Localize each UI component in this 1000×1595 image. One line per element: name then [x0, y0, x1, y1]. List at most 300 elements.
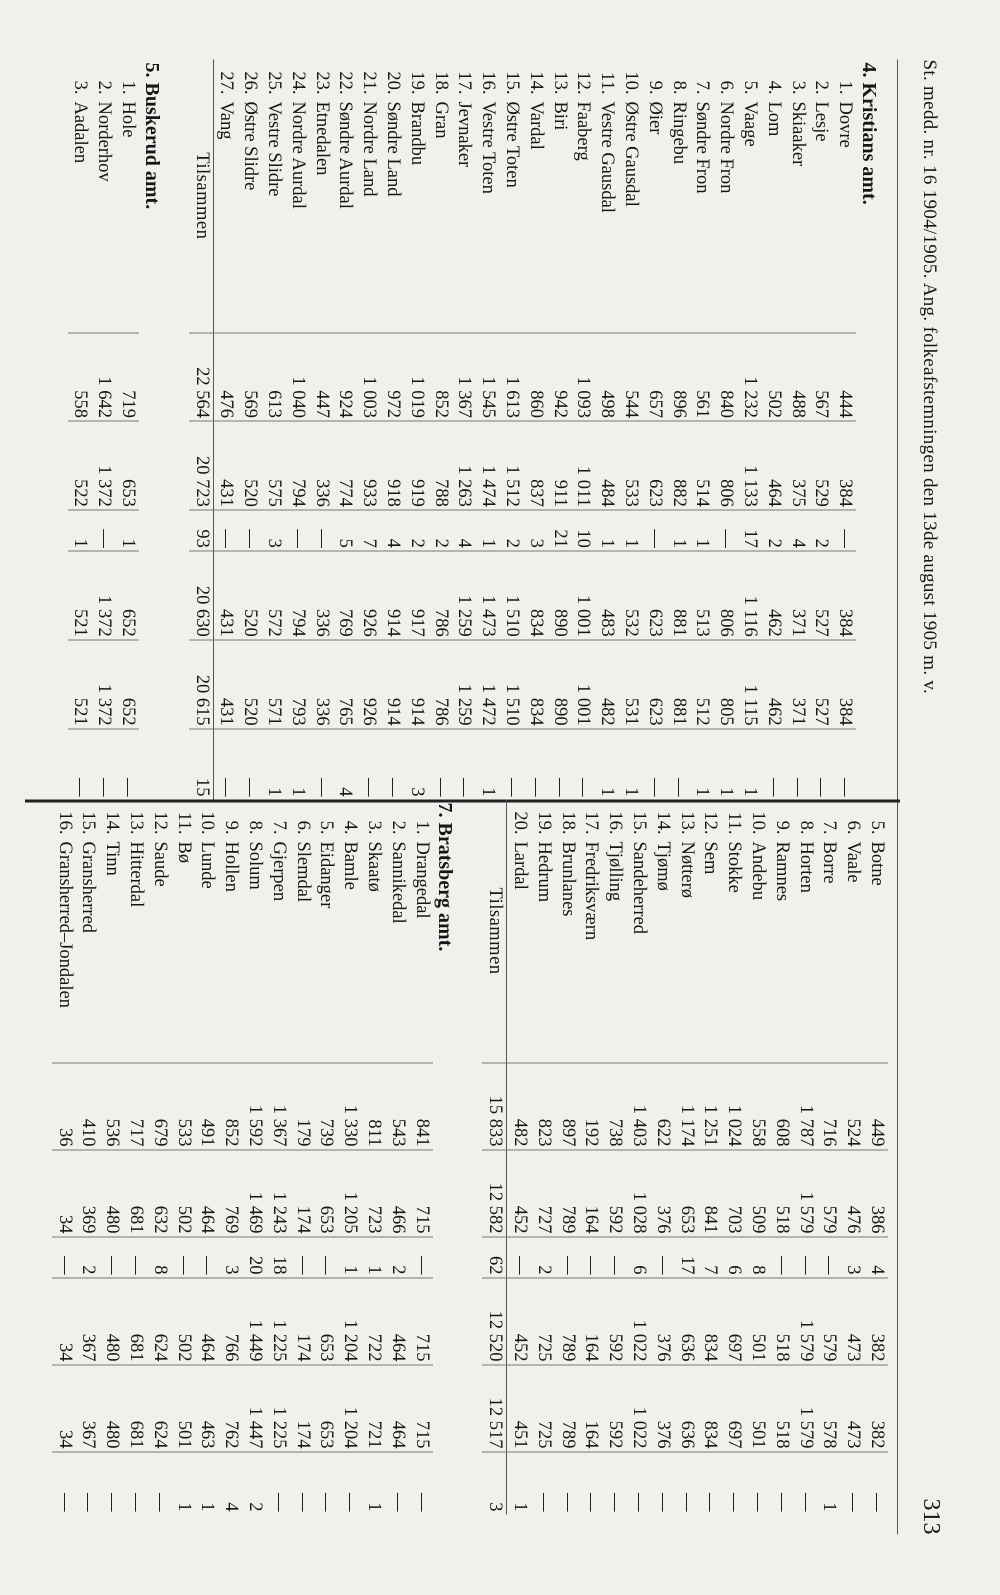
value-b: 1 243 [266, 1150, 290, 1237]
value-c: — [817, 1237, 841, 1278]
municipality-name: Gran [430, 101, 451, 139]
value-e: 34 [52, 1365, 76, 1452]
value-f: 1 [618, 729, 642, 799]
table-row [793, 800, 817, 1515]
value-a: 567 [809, 333, 833, 422]
value-d: 1 225 [266, 1278, 290, 1365]
value-a: 1 174 [674, 1063, 698, 1150]
value-a: 1 613 [499, 333, 523, 422]
value-e: 623 [642, 640, 666, 729]
municipality-name: Sem [700, 841, 721, 875]
table-row [242, 800, 266, 1515]
row-number: 12. [700, 811, 721, 835]
table-row [404, 60, 428, 800]
value-c: 2 [428, 510, 452, 551]
value-b: 681 [123, 1150, 147, 1237]
value-f: 1 [690, 729, 714, 799]
value-a: 719 [115, 333, 139, 422]
municipality-name: Vaage [740, 101, 761, 147]
value-e: 482 [594, 640, 618, 729]
value-a: 657 [642, 333, 666, 422]
value-b: 769 [218, 1150, 242, 1237]
row-number: 4. [340, 820, 361, 835]
total-f: 3 [482, 1452, 506, 1515]
value-e: 1 447 [242, 1365, 266, 1452]
value-a: 1 093 [571, 333, 595, 422]
spacer-row [171, 60, 189, 800]
right-table [52, 800, 888, 1515]
value-f: — [761, 729, 785, 799]
value-a: 558 [68, 333, 92, 422]
value-f: 1 [171, 1452, 195, 1515]
table-row [290, 800, 314, 1515]
table-row [314, 800, 338, 1515]
value-b: 452 [507, 1150, 531, 1237]
value-c: 3 [261, 510, 285, 551]
value-c: 1 [361, 1237, 385, 1278]
row-number: 8. [245, 820, 266, 835]
row-number: 26. [240, 71, 261, 95]
row-number: 16. [54, 811, 75, 835]
value-f: — [76, 1452, 100, 1515]
municipality-name: Ringebu [668, 101, 689, 165]
value-a: 1 545 [475, 333, 499, 422]
value-c: 8 [147, 1237, 171, 1278]
value-c: — [650, 1237, 674, 1278]
value-f: 1 [817, 1452, 841, 1515]
value-d: 881 [666, 551, 690, 640]
row-number: 19. [533, 811, 554, 835]
table-row [261, 60, 285, 800]
value-f: — [674, 1452, 698, 1515]
page-number: 313 [918, 1498, 944, 1535]
value-d: 592 [602, 1278, 626, 1365]
value-f: 1 [195, 1452, 219, 1515]
value-b: 1 205 [337, 1150, 361, 1237]
total-a: 22 564 [189, 333, 213, 422]
value-f: — [290, 1452, 314, 1515]
row-number: 5. [740, 80, 761, 95]
value-d: 518 [769, 1278, 793, 1365]
value-c: — [832, 510, 856, 551]
value-f: — [52, 1452, 76, 1515]
value-d: 1 259 [452, 551, 476, 640]
value-b: 703 [721, 1150, 745, 1237]
value-b: 653 [314, 1150, 338, 1237]
value-a: 608 [769, 1063, 793, 1150]
row-number: 20. [383, 71, 404, 95]
value-c: 4 [864, 1237, 888, 1278]
table-row [285, 60, 309, 800]
value-e: 384 [832, 640, 856, 729]
value-f: — [385, 1452, 409, 1515]
value-a: 1 403 [626, 1063, 650, 1150]
municipality-name: Norderhov [94, 101, 115, 182]
value-a: 739 [314, 1063, 338, 1150]
table-row [594, 60, 618, 800]
table-row [218, 800, 242, 1515]
value-d: 806 [713, 551, 737, 640]
value-b: 794 [285, 421, 309, 510]
section-title-row [433, 800, 465, 1515]
municipality-name: Søndre Aurdal [335, 101, 356, 209]
value-f: — [499, 729, 523, 799]
row-number: 3. [787, 80, 808, 95]
row-number: 14. [525, 71, 546, 95]
total-a: 15 833 [482, 1063, 506, 1150]
municipality-name: Drangedal [411, 841, 432, 919]
value-a: 924 [333, 333, 357, 422]
value-e: 914 [380, 640, 404, 729]
table-row [266, 800, 290, 1515]
value-f: — [337, 1452, 361, 1515]
spacer-row [464, 800, 482, 1515]
municipality-name: Dovre [835, 101, 856, 148]
municipality-name: Vaale [843, 841, 864, 883]
value-a: 491 [195, 1063, 219, 1150]
row-number: 24. [287, 71, 308, 95]
row-number: 21. [359, 71, 380, 95]
value-c: 20 [242, 1237, 266, 1278]
value-b: 1 028 [626, 1150, 650, 1237]
value-a: 524 [840, 1063, 864, 1150]
municipality-name: Østre Toten [502, 101, 523, 188]
municipality-name: Ramnes [771, 841, 792, 902]
value-e: 527 [809, 640, 833, 729]
value-e: 636 [674, 1365, 698, 1452]
value-c: — [713, 510, 737, 551]
row-number: 6. [843, 820, 864, 835]
municipality-name: Hollen [221, 841, 242, 892]
table-row [602, 800, 626, 1515]
value-b: 466 [385, 1150, 409, 1237]
value-c: 1 [594, 510, 618, 551]
municipality-name: Lom [763, 101, 784, 137]
value-c: 2 [809, 510, 833, 551]
value-e: 571 [261, 640, 285, 729]
value-d: 462 [761, 551, 785, 640]
total-row [482, 800, 506, 1515]
municipality-name: Saude [149, 841, 170, 887]
table-row [579, 800, 603, 1515]
value-b: 723 [361, 1150, 385, 1237]
value-d: 725 [531, 1278, 555, 1365]
value-d: 384 [832, 551, 856, 640]
table-row [817, 800, 841, 1515]
value-d: 1 022 [626, 1278, 650, 1365]
table-row [690, 60, 714, 800]
value-f: 4 [218, 1452, 242, 1515]
value-f: 2 [242, 1452, 266, 1515]
value-d: 174 [290, 1278, 314, 1365]
total-e: 20 615 [189, 640, 213, 729]
value-a: 811 [361, 1063, 385, 1150]
value-b: 632 [147, 1150, 171, 1237]
value-d: 926 [356, 551, 380, 640]
table-row [745, 800, 769, 1515]
value-f: — [626, 1452, 650, 1515]
table-row [452, 60, 476, 800]
value-f: — [531, 1452, 555, 1515]
value-e: 501 [745, 1365, 769, 1452]
table-row [785, 60, 809, 800]
value-b: 918 [380, 421, 404, 510]
value-b: 1 133 [737, 421, 761, 510]
municipality-name: Vestre Toten [478, 101, 499, 194]
value-c: — [195, 1237, 219, 1278]
value-d: 914 [380, 551, 404, 640]
value-c: — [285, 510, 309, 551]
value-d: 1 473 [475, 551, 499, 640]
table-row [809, 60, 833, 800]
value-b: 480 [100, 1150, 124, 1237]
value-a: 972 [380, 333, 404, 422]
row-number: 7. [268, 820, 289, 835]
municipality-name: Solum [245, 841, 266, 890]
value-f: — [769, 1452, 793, 1515]
row-number: 2. [94, 80, 115, 95]
table-row [626, 800, 650, 1515]
total-b: 20 723 [189, 421, 213, 510]
value-a: 1 040 [285, 333, 309, 422]
table-row [213, 60, 237, 800]
value-b: 1 263 [452, 421, 476, 510]
value-d: 336 [309, 551, 333, 640]
value-c: 7 [698, 1237, 722, 1278]
value-c: 7 [356, 510, 380, 551]
value-c: — [171, 1237, 195, 1278]
table-row [698, 800, 722, 1515]
value-c: — [602, 1237, 626, 1278]
value-b: 509 [745, 1150, 769, 1237]
value-b: 837 [523, 421, 547, 510]
municipality-name: Aadalen [70, 101, 91, 164]
table-row [642, 60, 666, 800]
municipality-name: Brunlanes [557, 841, 578, 917]
value-a: 502 [761, 333, 785, 422]
value-a: 498 [594, 333, 618, 422]
row-number: 16. [605, 811, 626, 835]
value-d: 1 579 [793, 1278, 817, 1365]
value-f: — [266, 1452, 290, 1515]
value-a: 622 [650, 1063, 674, 1150]
value-d: 367 [76, 1278, 100, 1365]
value-e: 431 [213, 640, 237, 729]
value-c: — [555, 1237, 579, 1278]
value-b: 592 [602, 1150, 626, 1237]
value-a: 36 [52, 1063, 76, 1150]
value-e: 834 [698, 1365, 722, 1452]
value-e: 805 [713, 640, 737, 729]
value-f: — [602, 1452, 626, 1515]
value-d: 532 [618, 551, 642, 640]
row-number: 25. [264, 71, 285, 95]
value-d: 473 [840, 1278, 864, 1365]
table-row [123, 800, 147, 1515]
value-c: — [237, 510, 261, 551]
value-b: 882 [666, 421, 690, 510]
value-a: 410 [76, 1063, 100, 1150]
table-row [76, 800, 100, 1515]
running-header [916, 60, 948, 1535]
value-e: 376 [650, 1365, 674, 1452]
value-a: 476 [213, 333, 237, 422]
value-b: 774 [333, 421, 357, 510]
value-f: — [68, 729, 92, 799]
header-rule [897, 60, 898, 1535]
value-d: 431 [213, 551, 237, 640]
row-number: 18. [557, 811, 578, 835]
value-e: 652 [115, 640, 139, 729]
row-number: 19. [406, 71, 427, 95]
value-d: 697 [721, 1278, 745, 1365]
value-e: 463 [195, 1365, 219, 1452]
table-row [115, 60, 139, 800]
value-f: — [115, 729, 139, 799]
value-f: — [555, 1452, 579, 1515]
value-b: 911 [547, 421, 571, 510]
value-f: — [452, 729, 476, 799]
value-c: — [123, 1237, 147, 1278]
table-row [380, 60, 404, 800]
table-row [337, 800, 361, 1515]
value-d: 520 [237, 551, 261, 640]
value-b: 841 [698, 1150, 722, 1237]
municipality-name: Hedrum [533, 841, 554, 903]
value-e: 715 [409, 1365, 433, 1452]
row-number: 5. [316, 820, 337, 835]
value-d: 1 116 [737, 551, 761, 640]
value-e: 1 259 [452, 640, 476, 729]
value-e: 451 [507, 1365, 531, 1452]
municipality-name: Lunde [197, 841, 218, 889]
value-f: — [523, 729, 547, 799]
value-c: 1 [68, 510, 92, 551]
value-b: 520 [237, 421, 261, 510]
value-b: 34 [52, 1150, 76, 1237]
row-number: 4. [763, 80, 784, 95]
value-a: 1 251 [698, 1063, 722, 1150]
value-f: — [721, 1452, 745, 1515]
value-e: 164 [579, 1365, 603, 1452]
value-c: 1 [115, 510, 139, 551]
value-e: 1 510 [499, 640, 523, 729]
value-b: 174 [290, 1150, 314, 1237]
table-row [499, 60, 523, 800]
value-e: 473 [840, 1365, 864, 1452]
municipality-name: Nordre Land [359, 101, 380, 197]
table-row [333, 60, 357, 800]
value-a: 488 [785, 333, 809, 422]
section-title-row [139, 60, 171, 800]
value-c: — [314, 1237, 338, 1278]
section-title-row [856, 60, 888, 800]
right-column [48, 800, 888, 1525]
value-c: 2 [385, 1237, 409, 1278]
municipality-name: Sandeherred [629, 841, 650, 934]
left-column [48, 60, 888, 800]
table-row [309, 60, 333, 800]
value-a: 533 [171, 1063, 195, 1150]
municipality-name: Horten [795, 841, 816, 893]
value-e: 371 [785, 640, 809, 729]
value-e: 762 [218, 1365, 242, 1452]
value-d: 521 [68, 551, 92, 640]
municipality-name: Østre Slidre [240, 101, 261, 191]
value-d: 382 [864, 1278, 888, 1365]
row-number: 10. [621, 71, 642, 95]
total-e: 12 517 [482, 1365, 506, 1452]
value-d: 572 [261, 551, 285, 640]
value-f: 4 [333, 729, 357, 799]
row-number: 5. [867, 820, 887, 835]
municipality-name: Tinn [102, 841, 123, 876]
value-c: — [579, 1237, 603, 1278]
value-c: — [100, 1237, 124, 1278]
value-d: 769 [333, 551, 357, 640]
value-c: 2 [404, 510, 428, 551]
value-d: 890 [547, 551, 571, 640]
value-d: 636 [674, 1278, 698, 1365]
value-b: 1 469 [242, 1150, 266, 1237]
section-title: 7. Bratsberg amt. [434, 802, 457, 952]
municipality-name: Hole [118, 101, 139, 138]
table-row [195, 800, 219, 1515]
value-f: 1 [285, 729, 309, 799]
value-f: — [650, 1452, 674, 1515]
value-e: 1 225 [266, 1365, 290, 1452]
municipality-name: Vestre Gausdal [597, 101, 618, 213]
value-e: 914 [404, 640, 428, 729]
table-row [761, 60, 785, 800]
value-b: 919 [404, 421, 428, 510]
value-f: — [237, 729, 261, 799]
value-e: 462 [761, 640, 785, 729]
value-d: 483 [594, 551, 618, 640]
value-a: 561 [690, 333, 714, 422]
value-c: 6 [626, 1237, 650, 1278]
row-number: 22. [335, 71, 356, 95]
value-d: 766 [218, 1278, 242, 1365]
table-row [361, 800, 385, 1515]
municipality-name: Vardal [525, 101, 546, 150]
value-f: — [356, 729, 380, 799]
value-d: 1 204 [337, 1278, 361, 1365]
table-row [409, 800, 433, 1515]
row-number: 11. [173, 812, 194, 835]
value-f: — [380, 729, 404, 799]
municipality-name: Bamle [340, 841, 361, 890]
value-d: 715 [409, 1278, 433, 1365]
value-e: 697 [721, 1365, 745, 1452]
value-c: — [52, 1237, 76, 1278]
value-e: 793 [285, 640, 309, 729]
value-a: 1 330 [337, 1063, 361, 1150]
value-f: — [785, 729, 809, 799]
row-number: 3. [70, 80, 91, 95]
value-b: 522 [68, 421, 92, 510]
value-c: 2 [76, 1237, 100, 1278]
value-a: 852 [428, 333, 452, 422]
value-f: — [123, 1452, 147, 1515]
value-d: 464 [195, 1278, 219, 1365]
municipality-name: Hitterdal [126, 841, 147, 908]
municipality-name: Gransherred [78, 841, 99, 933]
value-d: 527 [809, 551, 833, 640]
value-c: 3 [523, 510, 547, 551]
table-row [92, 60, 116, 800]
municipality-name: Nøtterø [676, 841, 697, 899]
